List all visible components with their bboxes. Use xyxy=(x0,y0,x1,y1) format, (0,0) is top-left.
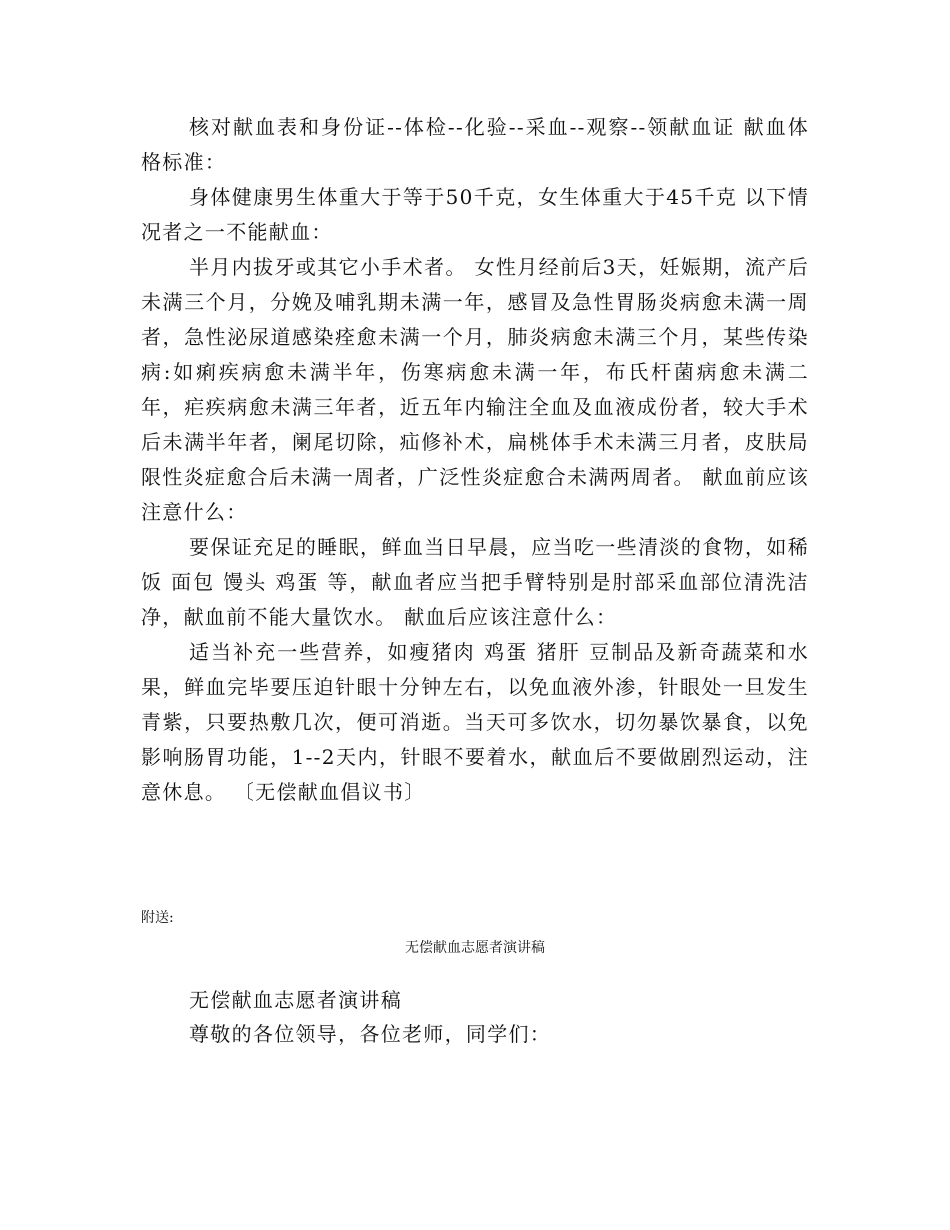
paragraph-after-donation: 适当补充一些营养，如瘦猪肉 鸡蛋 猪肝 豆制品及新奇蔬菜和水果，鲜血完毕要压迫针眼十分钟左右，以免血液外渗，针眼处一旦发生青紫，只要热敷几次，便可消逝。当天可多饮水，切勿暴饮暴食，以免影响肠胃功能，1--2天内，针眼不要着水，献血后不要做剧烈运动，注意休息。 〔无偿献血倡议书〕 xyxy=(141,640,809,804)
appendix-title: 无偿献血志愿者演讲稿 xyxy=(405,940,545,956)
appendix-label: 附送: xyxy=(141,910,174,926)
speech-title: 无偿献血志愿者演讲稿 xyxy=(189,988,402,1012)
paragraph-donation-process: 核对献血表和身份证--体检--化验--采血--观察--领献血证 献血体格标准： xyxy=(141,115,809,174)
speech-greeting: 尊敬的各位领导，各位老师，同学们： xyxy=(189,1022,552,1046)
paragraph-before-donation: 要保证充足的睡眠，鲜血当日早晨，应当吃一些清淡的食物，如稀饭 面包 馒头 鸡蛋 等，献血者应当把手臂特别是肘部采血部位清洗洁净，献血前不能大量饮水。 献血后应该注意什么： xyxy=(141,535,809,629)
body-text xyxy=(141,110,809,810)
paragraph-exclusions: 半月内拔牙或其它小手术者。 女性月经前后3天，妊娠期，流产后未满三个月，分娩及哺乳期未满一年，感冒及急性胃肠炎病愈未满一周者，急性泌尿道感染痊愈未满一个月，肺炎病愈未满三个月，某些传染病:如痢疾病愈未满半年，伤寒病愈未满一年，布氏杆菌病愈未满二年，疟疾病愈未满三年者，近五年内输注全血及血液成份者，较大手术后未满半年者，阑尾切除，疝修补术，扁桃体手术未满三月者，皮肤局限性炎症愈合后未满一周者，广泛性炎症愈合未满两周者。 献血前应该注意什么： xyxy=(141,255,809,524)
paragraph-weight-standard: 身体健康男生体重大于等于50千克，女生体重大于45千克 以下情况者之一不能献血： xyxy=(141,185,809,244)
speech-section xyxy=(141,983,809,1051)
